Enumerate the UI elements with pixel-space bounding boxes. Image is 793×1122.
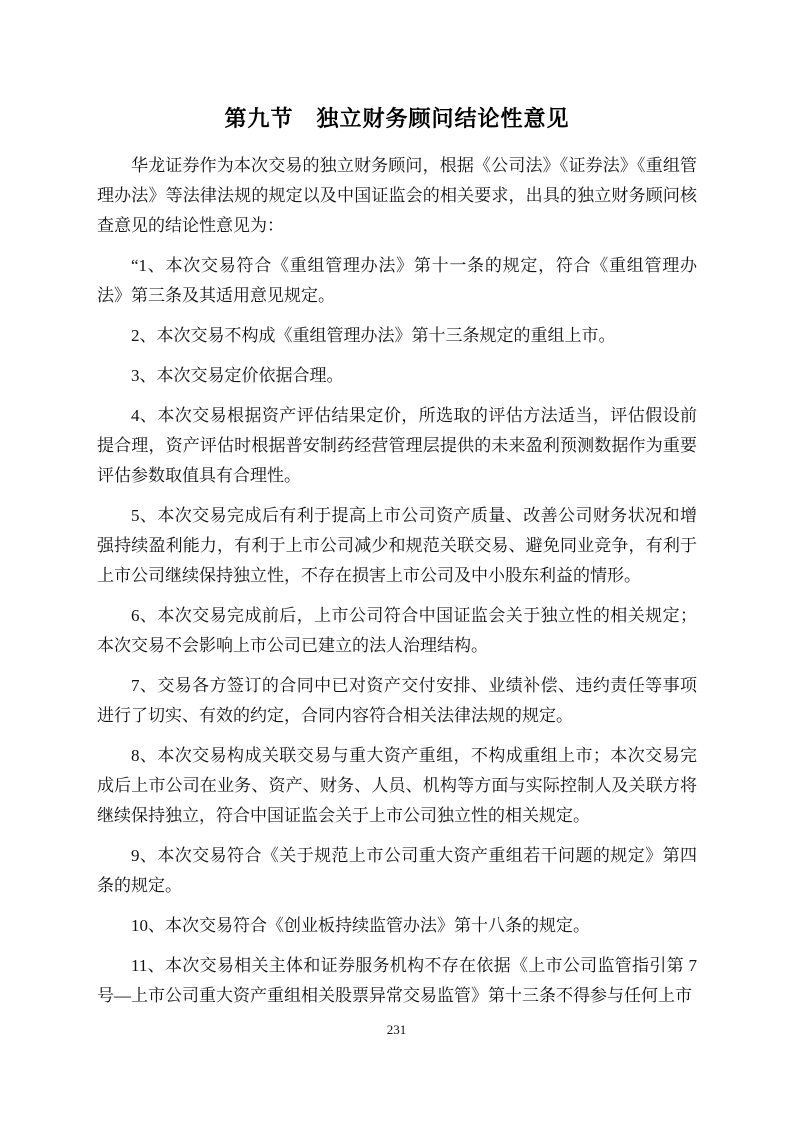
opinion-item-10: 10、本次交易符合《创业板持续监管办法》第十八条的规定。 (131, 916, 590, 935)
opinion-item-5: 5、本次交易完成后有利于提高上市公司资产质量、改善公司财务状况和增强持续盈利能力，有利于上市公司减少和规范关联交易、避免同业竞争，有利于上市公司继续保持独立性，不存在损害上市公司及中小股东利益的情形。 (97, 506, 697, 585)
opinion-item-4: 4、本次交易根据资产评估结果定价，所选取的评估方法适当，评估假设前提合理，资产评估时根据普安制药经营管理层提供的未来盈利预测数据作为重要评估参数取值具有合理性。 (97, 406, 697, 485)
opinion-item-11: 11、本次交易相关主体和证券服务机构不存在依据《上市公司监管指引第 7 号—上市公司重大资产重组相关股票异常交易监管》第十三条不得参与任何上市 (97, 956, 697, 1005)
opinion-item-7: 7、交易各方签订的合同中已对资产交付安排、业绩补偿、违约责任等事项进行了切实、有效的约定，合同内容符合相关法律法规的规定。 (97, 676, 697, 725)
opinion-item-6: 6、本次交易完成前后，上市公司符合中国证监会关于独立性的相关规定；本次交易不会影响上市公司已建立的法人治理结构。 (97, 606, 697, 655)
opinion-item-1: “1、本次交易符合《重组管理办法》第十一条的规定，符合《重组管理办法》第三条及其适用意见规定。 (97, 256, 697, 305)
opinion-item-3: 3、本次交易定价依据合理。 (131, 366, 344, 385)
section-title: 第九节 独立财务顾问结论性意见 (224, 106, 570, 131)
document-content (97, 103, 697, 1021)
intro-paragraph: 华龙证券作为本次交易的独立财务顾问，根据《公司法》《证券法》《重组管理办法》等法律法规的规定以及中国证监会的相关要求，出具的独立财务顾问核查意见的结论性意见为： (97, 156, 697, 235)
page-number: 231 (386, 1022, 407, 1037)
opinion-item-8: 8、本次交易构成关联交易与重大资产重组，不构成重组上市；本次交易完成后上市公司在业务、资产、财务、人员、机构等方面与实际控制人及关联方将继续保持独立，符合中国证监会关于上市公司独立性的相关规定。 (97, 746, 697, 825)
opinion-item-2: 2、本次交易不构成《重组管理办法》第十三条规定的重组上市。 (131, 326, 616, 345)
opinion-item-9: 9、本次交易符合《关于规范上市公司重大资产重组若干问题的规定》第四条的规定。 (97, 846, 697, 895)
